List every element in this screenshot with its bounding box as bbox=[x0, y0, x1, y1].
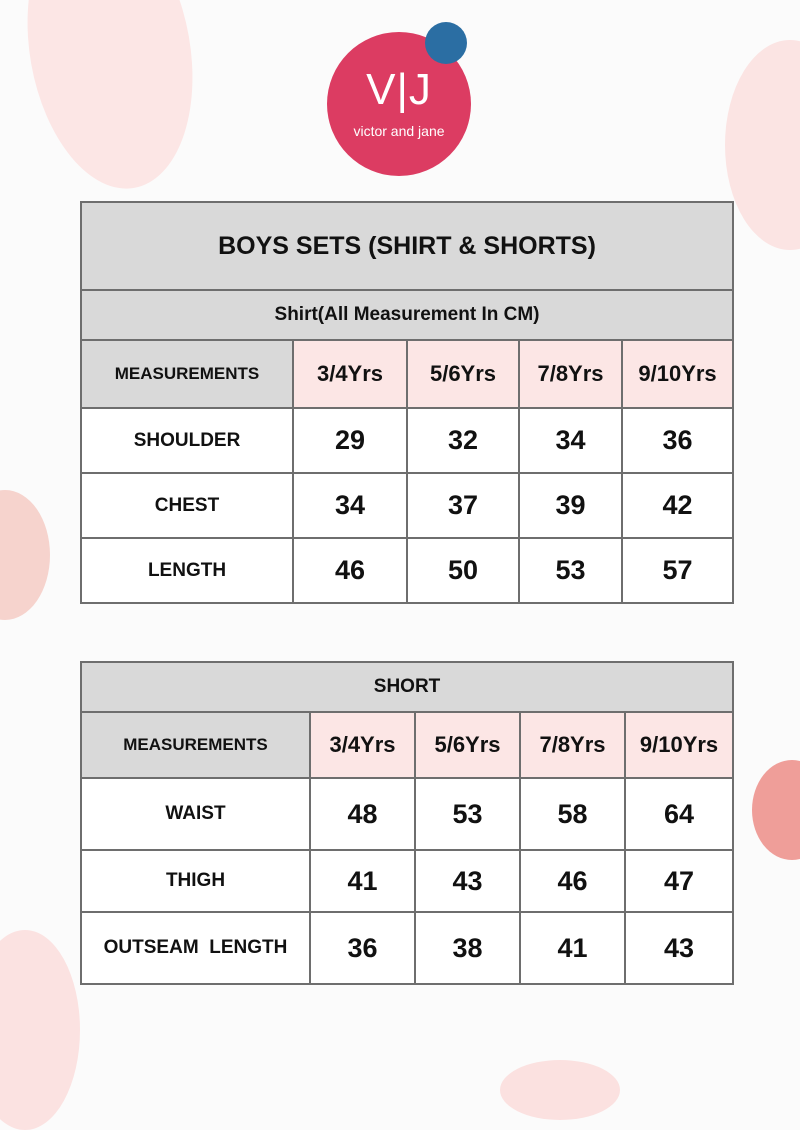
measurement-value: 50 bbox=[407, 538, 519, 603]
measurement-value: 48 bbox=[310, 778, 415, 850]
measurement-value: 53 bbox=[519, 538, 622, 603]
size-header: 7/8Yrs bbox=[520, 712, 625, 778]
measurement-value: 58 bbox=[520, 778, 625, 850]
size-chart-title: BOYS SETS (SHIRT & SHORTS) bbox=[81, 202, 733, 290]
table-row bbox=[81, 912, 733, 984]
measurement-value: 47 bbox=[625, 850, 733, 912]
measurement-value: 53 bbox=[415, 778, 520, 850]
measurement-value: 36 bbox=[310, 912, 415, 984]
measurement-value: 41 bbox=[520, 912, 625, 984]
measurement-value: 64 bbox=[625, 778, 733, 850]
row-label: THIGH bbox=[81, 850, 310, 912]
row-label: SHOULDER bbox=[81, 408, 293, 473]
measurement-value: 34 bbox=[519, 408, 622, 473]
measurement-value: 46 bbox=[293, 538, 407, 603]
short-size-table bbox=[80, 661, 734, 985]
measurement-value: 38 bbox=[415, 912, 520, 984]
shirt-size-table bbox=[80, 201, 734, 604]
row-label: WAIST bbox=[81, 778, 310, 850]
decor-blob-mid-right bbox=[752, 760, 800, 860]
measurement-value: 42 bbox=[622, 473, 733, 538]
measurement-value: 37 bbox=[407, 473, 519, 538]
measurement-value: 57 bbox=[622, 538, 733, 603]
logo-subtitle: victor and jane bbox=[353, 123, 445, 139]
row-label: LENGTH bbox=[81, 538, 293, 603]
table-row bbox=[81, 473, 733, 538]
measurement-value: 46 bbox=[520, 850, 625, 912]
decor-blob-mid-left bbox=[0, 490, 50, 620]
size-header: 9/10Yrs bbox=[625, 712, 733, 778]
measurement-value: 43 bbox=[415, 850, 520, 912]
size-header: 3/4Yrs bbox=[310, 712, 415, 778]
measurement-value: 34 bbox=[293, 473, 407, 538]
measurements-header: MEASUREMENTS bbox=[81, 712, 310, 778]
decor-blob-bottom bbox=[500, 1060, 620, 1120]
measurement-value: 43 bbox=[625, 912, 733, 984]
row-label: OUTSEAM LENGTH bbox=[81, 912, 310, 984]
size-header: 5/6Yrs bbox=[407, 340, 519, 408]
measurement-value: 29 bbox=[293, 408, 407, 473]
decor-blob-top-left bbox=[7, 0, 213, 202]
short-title: SHORT bbox=[81, 662, 733, 712]
table-row bbox=[81, 408, 733, 473]
logo-dot bbox=[425, 22, 467, 64]
table-row bbox=[81, 778, 733, 850]
logo-mark: V|J bbox=[366, 65, 432, 114]
measurement-value: 36 bbox=[622, 408, 733, 473]
table-row bbox=[81, 538, 733, 603]
size-header: 3/4Yrs bbox=[293, 340, 407, 408]
size-header: 7/8Yrs bbox=[519, 340, 622, 408]
shirt-subtitle: Shirt(All Measurement In CM) bbox=[81, 290, 733, 340]
size-header: 5/6Yrs bbox=[415, 712, 520, 778]
row-label: CHEST bbox=[81, 473, 293, 538]
measurement-value: 41 bbox=[310, 850, 415, 912]
measurement-value: 39 bbox=[519, 473, 622, 538]
decor-blob-top-right bbox=[725, 40, 800, 250]
measurement-value: 32 bbox=[407, 408, 519, 473]
measurements-header: MEASUREMENTS bbox=[81, 340, 293, 408]
table-row bbox=[81, 850, 733, 912]
decor-blob-bottom-left bbox=[0, 930, 80, 1130]
size-header: 9/10Yrs bbox=[622, 340, 733, 408]
